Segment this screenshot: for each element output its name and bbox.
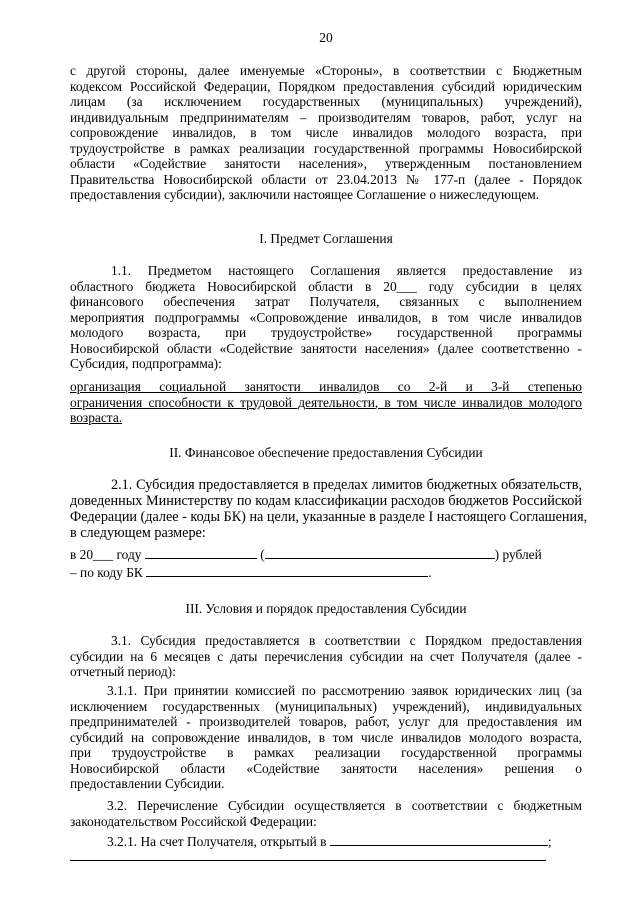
purpose-line: ограничения способности к трудовой деятельности, в том числе инвалидов молодого [70, 394, 582, 410]
document-page [70, 0, 588, 905]
p32-line: 3.2. Перечисление Субсидии осуществляется в соответствии с бюджетным [107, 798, 582, 813]
intro-line: области «Содействие занятости населения», утвержденным постановлением [70, 156, 582, 171]
intro-paragraph [70, 63, 582, 203]
p31-line: отчетный период): [70, 664, 176, 679]
p311-line: предпринимателей - производителей товаров, работ, услуг для предоставления им [70, 714, 582, 729]
p321-end: ; [547, 834, 552, 849]
p311-line: предоставлении Субсидии. [70, 776, 225, 791]
p311-line: исключением государственных (муниципальных) учреждений), индивидуальных [70, 698, 582, 714]
paragraph-3-1 [70, 633, 582, 680]
paragraph-1-1 [70, 263, 582, 372]
amount-open-paren: ( [260, 547, 265, 562]
bk-prefix: – по коду БК [70, 565, 143, 580]
paragraph-2-1 [70, 477, 588, 541]
page-number: 20 [319, 30, 333, 45]
intro-line: лицам (за исключением государственных (муниципальных) учреждений), [70, 94, 582, 109]
p21-line: доведенных Министерству по кодам классификации расходов бюджетов Российской [70, 493, 582, 509]
section-2-heading: II. Финансовое обеспечение предоставления Субсидии [169, 445, 483, 460]
purpose-line: организация социальной занятости инвалидов со 2-й и 3-й степенью [70, 379, 582, 394]
amount-year: в 20___ году [70, 547, 142, 562]
p311-line: Новосибирской области «Содействие занятости населения» решения о [70, 760, 582, 776]
paragraph-3-2-1 [107, 833, 552, 849]
paragraph-3-2 [70, 798, 582, 829]
amount-words-blank[interactable] [265, 546, 495, 559]
p21-line: 2.1. Субсидия предоставляется в пределах лимитов бюджетных обязательств, [111, 477, 582, 493]
p321-text: 3.2.1. На счет Получателя, открытый в [107, 834, 327, 849]
section-3-heading: III. Условия и порядок предоставления Субсидии [185, 601, 467, 616]
intro-line: сопровождение инвалидов, в том числе инвалидов молодого возраста, при [70, 125, 582, 140]
intro-line: Правительства Новосибирской области от 23.04.2013 № 177-п (далее - Порядок [70, 171, 582, 187]
intro-line: трудоустройстве в рамках реализации государственной программы Новосибирской [70, 140, 582, 156]
amount-blank[interactable] [145, 546, 257, 559]
intro-line: кодексом Российской Федерации, Порядком предоставления субсидий юридическим [70, 78, 582, 94]
purpose-line: возраста. [70, 410, 123, 425]
underlined-purpose [70, 379, 582, 426]
p11-line: финансового обеспечения затрат Получателя, связанных с выполнением [70, 294, 582, 309]
p311-line: субсидий на сопровождение инвалидов, в том числе инвалидов молодого возраста, [70, 729, 582, 745]
amount-rubles: ) рублей [494, 547, 542, 562]
p11-line: Новосибирской области «Содействие занятости населения» (далее соответственно - [70, 340, 582, 356]
paragraph-3-1-1 [70, 683, 582, 792]
p311-line: при трудоустройстве в рамках реализации государственной программы [70, 745, 582, 760]
bk-end: . [428, 565, 432, 580]
p21-line: в следующем размере: [70, 525, 206, 541]
p11-line: Субсидия, подпрограмма): [70, 356, 222, 371]
p11-line: мероприятия подпрограммы «Сопровождение инвалидов, в том числе инвалидов [70, 309, 582, 325]
p11-line: областного бюджета Новосибирской области в 20___ году субсидии в целях [70, 278, 582, 294]
p32-line: законодательством Российской Федерации: [70, 813, 317, 829]
p11-line: 1.1. Предметом настоящего Соглашения является предоставление из [111, 263, 582, 278]
bk-blank[interactable] [146, 564, 428, 577]
intro-line: предоставления субсидии), заключили настоящее Соглашение о нижеследующем. [70, 187, 540, 202]
p21-line: Федерации (далее - коды БК) на цели, указанные в разделе I настоящего Соглашения, [70, 509, 588, 525]
section-1-heading: I. Предмет Соглашения [259, 231, 393, 246]
intro-line: с другой стороны, далее именуемые «Стороны», в соответствии с Бюджетным [70, 63, 582, 78]
p11-line: молодого возраста, при трудоустройстве» государственной программы [70, 325, 582, 340]
account-continuation-line[interactable] [70, 860, 546, 861]
account-bank-blank[interactable] [330, 833, 548, 846]
p31-line: субсидии на 6 месяцев с даты перечисления субсидии на счет Получателя (далее - [70, 648, 582, 664]
p311-line: 3.1.1. При принятии комиссией по рассмотрению заявок юридических лиц (за [107, 683, 582, 698]
bk-line [70, 564, 432, 580]
p31-line: 3.1. Субсидия предоставляется в соответствии с Порядком предоставления [111, 633, 582, 648]
amount-line [70, 546, 542, 562]
intro-line: индивидуальным предпринимателям – производителям товаров, работ, услуг на [70, 109, 582, 125]
